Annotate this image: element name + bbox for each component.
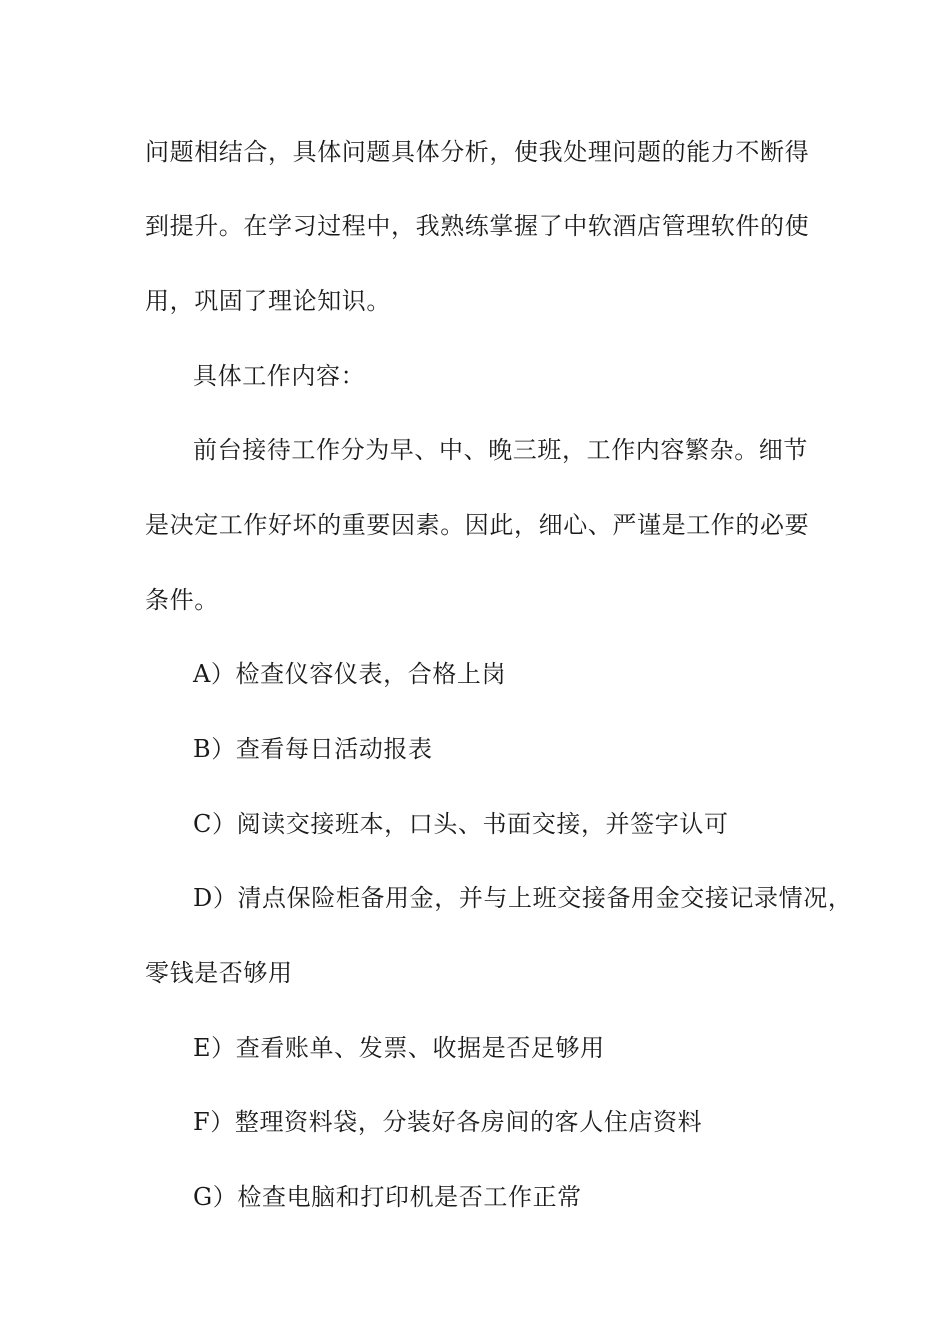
list-item-c: C）阅读交接班本，口头、书面交接，并签字认可 [193, 810, 729, 838]
section-heading: 具体工作内容： [193, 362, 366, 390]
paragraph-line: 是决定工作好坏的重要因素。因此，细心、严谨是工作的必要 [145, 511, 810, 539]
list-item-f: F）整理资料袋，分装好各房间的客人住店资料 [193, 1108, 703, 1136]
list-item-g: G）检查电脑和打印机是否工作正常 [193, 1183, 582, 1211]
list-item-d-continued: 零钱是否够用 [145, 959, 293, 987]
paragraph-line: 前台接待工作分为早、中、晚三班，工作内容繁杂。细节 [193, 436, 808, 464]
list-item-a: A）检查仪容仪表，合格上岗 [193, 660, 507, 688]
paragraph-line: 条件。 [145, 586, 219, 614]
paragraph-line: 用，巩固了理论知识。 [145, 287, 391, 315]
list-item-d: D）清点保险柜备用金，并与上班交接备用金交接记录情况， [193, 884, 853, 912]
paragraph-line: 到提升。在学习过程中，我熟练掌握了中软酒店管理软件的使 [145, 212, 810, 240]
list-item-e: E）查看账单、发票、收据是否足够用 [193, 1034, 605, 1062]
paragraph-line: 问题相结合，具体问题具体分析，使我处理问题的能力不断得 [145, 138, 810, 166]
list-item-b: B）查看每日活动报表 [193, 735, 433, 763]
